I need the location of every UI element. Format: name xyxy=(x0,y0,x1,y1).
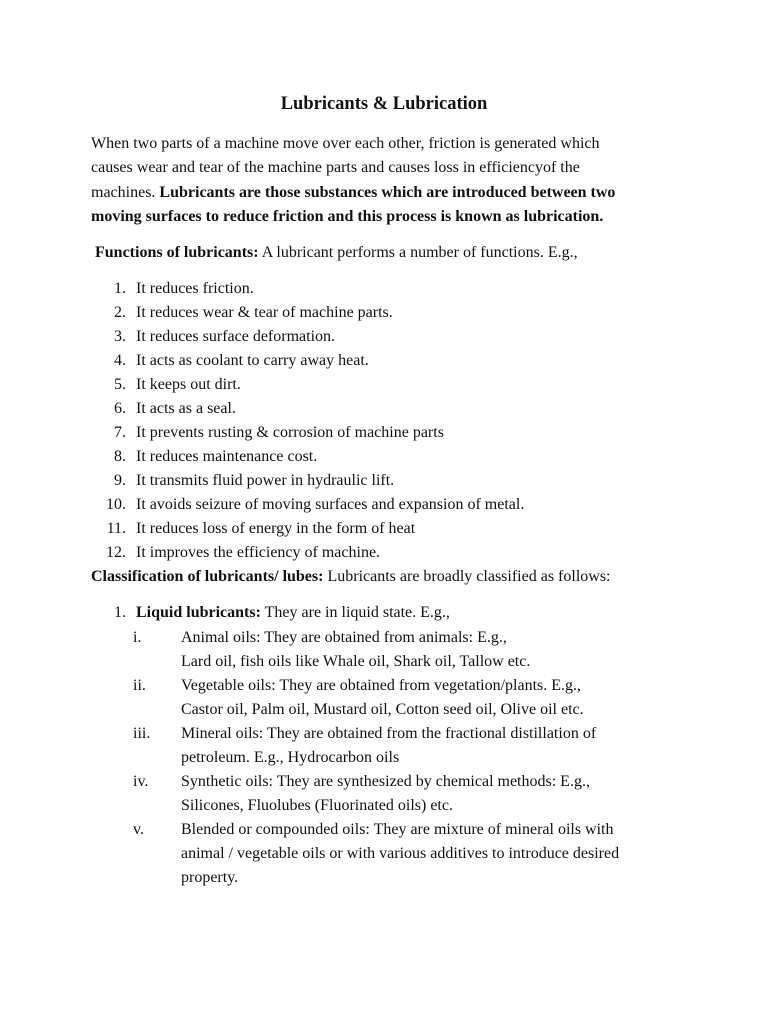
list-number: 8. xyxy=(114,448,126,465)
sub-list-line: animal / vegetable oils or with various additives to introduce desired xyxy=(181,845,620,862)
list-number: 1. xyxy=(114,604,126,621)
list-text: It reduces friction. xyxy=(136,280,254,297)
classification-heading-line xyxy=(91,566,751,588)
sub-list-line: Synthetic oils: They are synthesized by chemical methods: E.g., xyxy=(181,773,590,790)
sub-list-line: Animal oils: They are obtained from animals: E.g., xyxy=(181,629,507,646)
roman-number: i. xyxy=(133,629,142,646)
list-text: It reduces loss of energy in the form of heat xyxy=(136,520,416,537)
list-text: It keeps out dirt. xyxy=(136,376,241,393)
list-text: It improves the efficiency of machine. xyxy=(136,544,381,561)
intro-line: machines. xyxy=(91,183,160,201)
liquid-lubricants-intro: They are in liquid state. E.g., xyxy=(260,604,450,621)
intro-definition-bold: Lubricants are those substances which are introduced between two xyxy=(159,183,616,201)
sub-list-text xyxy=(181,722,681,770)
sub-list-text xyxy=(181,770,681,818)
list-number: 4. xyxy=(114,352,126,369)
sub-list-line: Vegetable oils: They are obtained from vegetation/plants. E.g., xyxy=(181,677,582,694)
list-number: 11. xyxy=(106,520,126,537)
sub-list-line: Castor oil, Palm oil, Mustard oil, Cotton seed oil, Olive oil etc. xyxy=(181,701,584,718)
classification-intro: Lubricants are broadly classified as follows: xyxy=(323,568,611,585)
intro-paragraph xyxy=(91,132,691,229)
sub-list-line: Blended or compounded oils: They are mixture of mineral oils with xyxy=(181,821,614,838)
list-number: 5. xyxy=(114,376,126,393)
sub-list-line: Silicones, Fluolubes (Fluorinated oils) etc. xyxy=(181,797,453,814)
list-text: It acts as coolant to carry away heat. xyxy=(136,352,369,369)
list-number: 6. xyxy=(114,400,126,417)
intro-line: When two parts of a machine move over each other, friction is generated which xyxy=(91,135,600,152)
roman-number: iii. xyxy=(133,725,151,742)
list-number: 9. xyxy=(114,472,126,489)
list-number: 1. xyxy=(114,280,126,297)
functions-heading-line xyxy=(95,242,735,264)
sub-list-text xyxy=(181,818,681,890)
functions-intro: A lubricant performs a number of functions. E.g., xyxy=(258,244,578,261)
list-text: It transmits fluid power in hydraulic lift. xyxy=(136,472,395,489)
liquid-lubricants-item xyxy=(0,602,768,626)
roman-number: iv. xyxy=(133,773,149,790)
roman-number: ii. xyxy=(133,677,146,694)
list-text: It avoids seizure of moving surfaces and expansion of metal. xyxy=(136,496,525,513)
list-text: It reduces wear & tear of machine parts. xyxy=(136,304,393,321)
list-number: 10. xyxy=(106,496,126,513)
sub-list-text xyxy=(181,674,681,722)
sub-list-line: petroleum. E.g., Hydrocarbon oils xyxy=(181,749,400,766)
document-title: Lubricants & Lubrication xyxy=(280,94,488,114)
classification-heading: Classification of lubricants/ lubes: xyxy=(91,568,324,585)
list-text: It reduces maintenance cost. xyxy=(136,448,318,465)
list-number: 2. xyxy=(114,304,126,321)
list-number: 12. xyxy=(106,544,126,561)
intro-definition-bold: moving surfaces to reduce friction and this process is known as lubrication. xyxy=(91,207,604,225)
sub-list-line: Mineral oils: They are obtained from the fractional distillation of xyxy=(181,725,597,742)
sub-list-line: property. xyxy=(181,869,239,886)
sub-list-line: Lard oil, fish oils like Whale oil, Shark oil, Tallow etc. xyxy=(181,653,531,670)
liquid-lubricants-text xyxy=(136,602,450,624)
list-text: It reduces surface deformation. xyxy=(136,328,336,345)
list-number: 7. xyxy=(114,424,126,441)
list-number: 3. xyxy=(114,328,126,345)
intro-line: causes wear and tear of the machine parts and causes loss in efficiencyof the xyxy=(91,159,580,177)
roman-number: v. xyxy=(133,821,144,838)
sub-list-text xyxy=(181,626,681,674)
list-text: It prevents rusting & corrosion of machine parts xyxy=(136,424,444,441)
functions-heading: Functions of lubricants: xyxy=(95,244,259,261)
list-text: It acts as a seal. xyxy=(136,400,236,417)
liquid-lubricants-heading: Liquid lubricants: xyxy=(136,604,261,621)
